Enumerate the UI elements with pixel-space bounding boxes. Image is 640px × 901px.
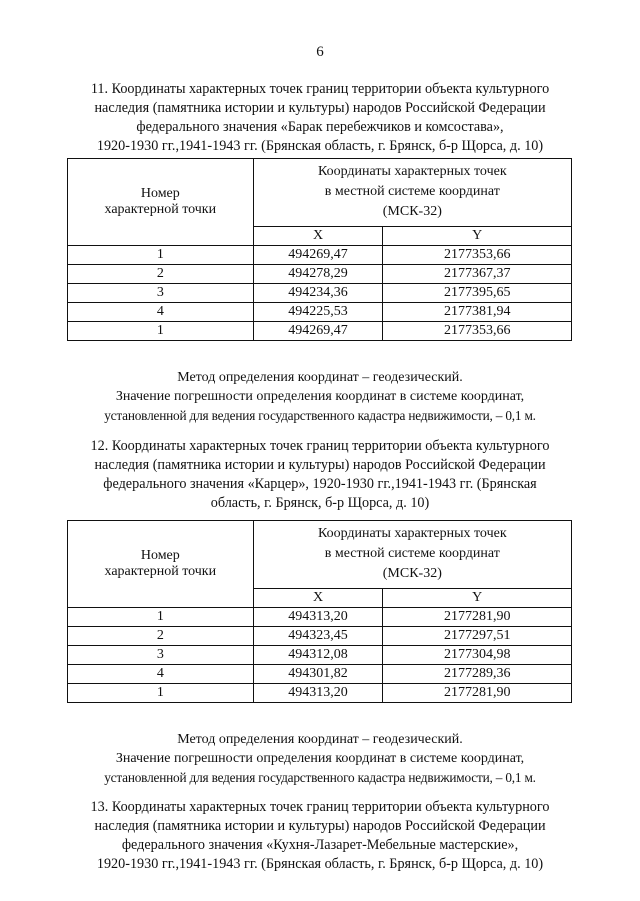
cell-y: 2177281,90: [383, 684, 572, 703]
cell-point-number: 4: [68, 303, 254, 322]
cell-x: 494313,20: [253, 608, 383, 627]
cell-y: 2177281,90: [383, 608, 572, 627]
header-y: Y: [383, 226, 572, 245]
cell-y: 2177381,94: [383, 303, 572, 322]
cell-x: 494234,36: [253, 284, 383, 303]
cell-y: 2177289,36: [383, 665, 572, 684]
header-coordinates-group: Координаты характерных точек в местной системе координат (МСК-32): [253, 159, 571, 227]
note-line: Значение погрешности определения координат в системе координат,: [115, 389, 525, 404]
cell-y: 2177304,98: [383, 646, 572, 665]
heading-line: федерального значения «Кухня-Лазарет-Мебельные мастерские»,: [121, 837, 519, 853]
heading-line: 11. Координаты характерных точек границ территории объекта культурного: [90, 81, 550, 97]
table-row: [68, 303, 572, 322]
table-row: [68, 608, 572, 627]
section-11-notes: [60, 368, 580, 425]
heading-line: область, г. Брянск, б-р Щорса, д. 10): [210, 495, 430, 511]
cell-point-number: 2: [68, 265, 254, 284]
table-row: [68, 646, 572, 665]
cell-x: 494312,08: [253, 646, 383, 665]
cell-point-number: 4: [68, 665, 254, 684]
cell-point-number: 3: [68, 646, 254, 665]
section-11-heading: [60, 80, 580, 156]
note-line: установленной для ведения государственного кадастра недвижимости, – 0,1 м.: [104, 770, 536, 785]
table-row: [68, 284, 572, 303]
cell-point-number: 1: [68, 246, 254, 265]
table-row: [68, 684, 572, 703]
table-row: [68, 627, 572, 646]
cell-x: 494323,45: [253, 627, 383, 646]
heading-line: наследия (памятника истории и культуры) народов Российской Федерации: [94, 818, 546, 834]
table-row: [68, 322, 572, 341]
heading-line: 12. Координаты характерных точек границ территории объекта культурного: [90, 438, 550, 454]
cell-y: 2177395,65: [383, 284, 572, 303]
header-x: X: [253, 226, 383, 245]
heading-line: наследия (памятника истории и культуры) народов Российской Федерации: [94, 457, 546, 473]
cell-x: 494313,20: [253, 684, 383, 703]
cell-point-number: 1: [68, 322, 254, 341]
heading-line: федерального значения «Карцер», 1920-1930 гг.,1941-1943 гг. (Брянская: [103, 476, 537, 492]
table-row: [68, 665, 572, 684]
section-12-notes: [60, 730, 580, 787]
cell-x: 494269,47: [253, 246, 383, 265]
cell-point-number: 1: [68, 608, 254, 627]
table-row: [68, 246, 572, 265]
heading-line: 1920-1930 гг.,1941-1943 гг. (Брянская область, г. Брянск, б-р Щорса, д. 10): [96, 856, 544, 872]
cell-x: 494269,47: [253, 322, 383, 341]
section-12-coordinates-table: [67, 520, 572, 703]
cell-y: 2177367,37: [383, 265, 572, 284]
cell-point-number: 1: [68, 684, 254, 703]
note-line: установленной для ведения государственного кадастра недвижимости, – 0,1 м.: [104, 408, 536, 423]
cell-y: 2177353,66: [383, 322, 572, 341]
header-point-number: Номер характерной точки: [68, 521, 254, 608]
heading-line: федерального значения «Барак перебежчиков и комсостава»,: [136, 119, 504, 135]
cell-y: 2177353,66: [383, 246, 572, 265]
heading-line: 1920-1930 гг.,1941-1943 гг. (Брянская область, г. Брянск, б-р Щорса, д. 10): [96, 138, 544, 154]
heading-line: 13. Координаты характерных точек границ территории объекта культурного: [90, 799, 550, 815]
note-line: Значение погрешности определения координат в системе координат,: [115, 751, 525, 766]
table-row: [68, 265, 572, 284]
cell-x: 494225,53: [253, 303, 383, 322]
section-13-heading: [60, 798, 580, 874]
section-12-heading: [60, 437, 580, 513]
header-y: Y: [383, 588, 572, 607]
note-line: Метод определения координат – геодезический.: [177, 370, 463, 385]
heading-line: наследия (памятника истории и культуры) народов Российской Федерации: [94, 100, 546, 116]
cell-y: 2177297,51: [383, 627, 572, 646]
header-x: X: [253, 588, 383, 607]
cell-x: 494278,29: [253, 265, 383, 284]
header-coordinates-group: Координаты характерных точек в местной системе координат (МСК-32): [253, 521, 571, 589]
cell-x: 494301,82: [253, 665, 383, 684]
section-11-coordinates-table: [67, 158, 572, 341]
note-line: Метод определения координат – геодезический.: [177, 732, 463, 747]
page-number: 6: [316, 44, 324, 60]
cell-point-number: 3: [68, 284, 254, 303]
header-point-number: Номер характерной точки: [68, 159, 254, 246]
cell-point-number: 2: [68, 627, 254, 646]
